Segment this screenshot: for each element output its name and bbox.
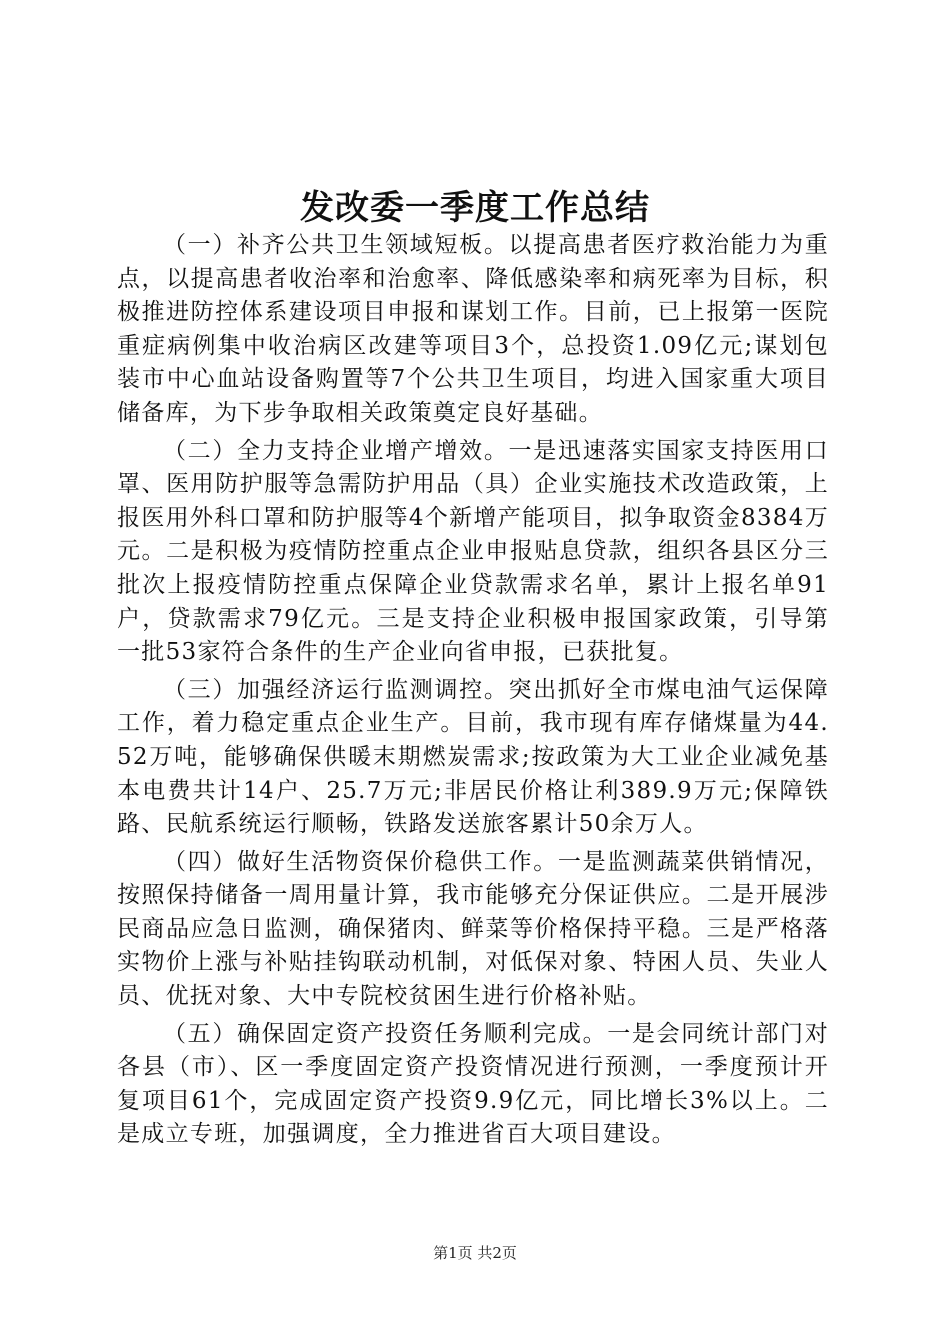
document-title: 发改委一季度工作总结 <box>300 188 650 228</box>
paragraph-4: （四）做好生活物资保价稳供工作。一是监测蔬菜供销情况，按照保持储备一周用量计算，我市能够充分保证供应。二是开展涉民商品应急日监测，确保猪肉、鲜菜等价格保持平稳。三是严格落实物价上涨与补贴挂钩联动机制，对低保对象、特困人员、失业人员、优抚对象、大中专院校贫困生进行价格补贴。 <box>117 848 829 1010</box>
paragraph-1: （一）补齐公共卫生领域短板。以提高患者医疗救治能力为重点，以提高患者收治率和治愈率、降低感染率和病死率为目标，积极推进防控体系建设项目申报和谋划工作。目前，已上报第一医院重症病例集中收治病区改建等项目3个，总投资1.09亿元;谋划包装市中心血站设备购置等7个公共卫生项目，均进入国家重大项目储备库，为下步争取相关政策奠定良好基础。 <box>117 232 829 426</box>
document-body <box>117 229 829 1152</box>
page-number-footer: 第1页 共2页 <box>433 1244 517 1262</box>
paragraph-2: （二）全力支持企业增产增效。一是迅速落实国家支持医用口罩、医用防护服等急需防护用品（具）企业实施技术改造政策，上报医用外科口罩和防护服等4个新增产能项目，拟争取资金8384万元。二是积极为疫情防控重点企业申报贴息贷款，组织各县区分三批次上报疫情防控重点保障企业贷款需求名单，累计上报名单91户，贷款需求79亿元。三是支持企业积极申报国家政策，引导第一批53家符合条件的生产企业向省申报，已获批复。 <box>117 437 829 666</box>
paragraph-3: （三）加强经济运行监测调控。突出抓好全市煤电油气运保障工作，着力稳定重点企业生产。目前，我市现有库存储煤量为44.52万吨，能够确保供暖末期燃炭需求;按政策为大工业企业减免基本电费共计14户、25.7万元;非居民价格让利389.9万元;保障铁路、民航系统运行顺畅，铁路发送旅客累计50余万人。 <box>117 676 829 838</box>
paragraph-5: （五）确保固定资产投资任务顺利完成。一是会同统计部门对各县（市）、区一季度固定资产投资情况进行预测，一季度预计开复项目61个，完成固定资产投资9.9亿元，同比增长3%以上。二是成立专班，加强调度，全力推进省百大项目建设。 <box>117 1020 829 1148</box>
